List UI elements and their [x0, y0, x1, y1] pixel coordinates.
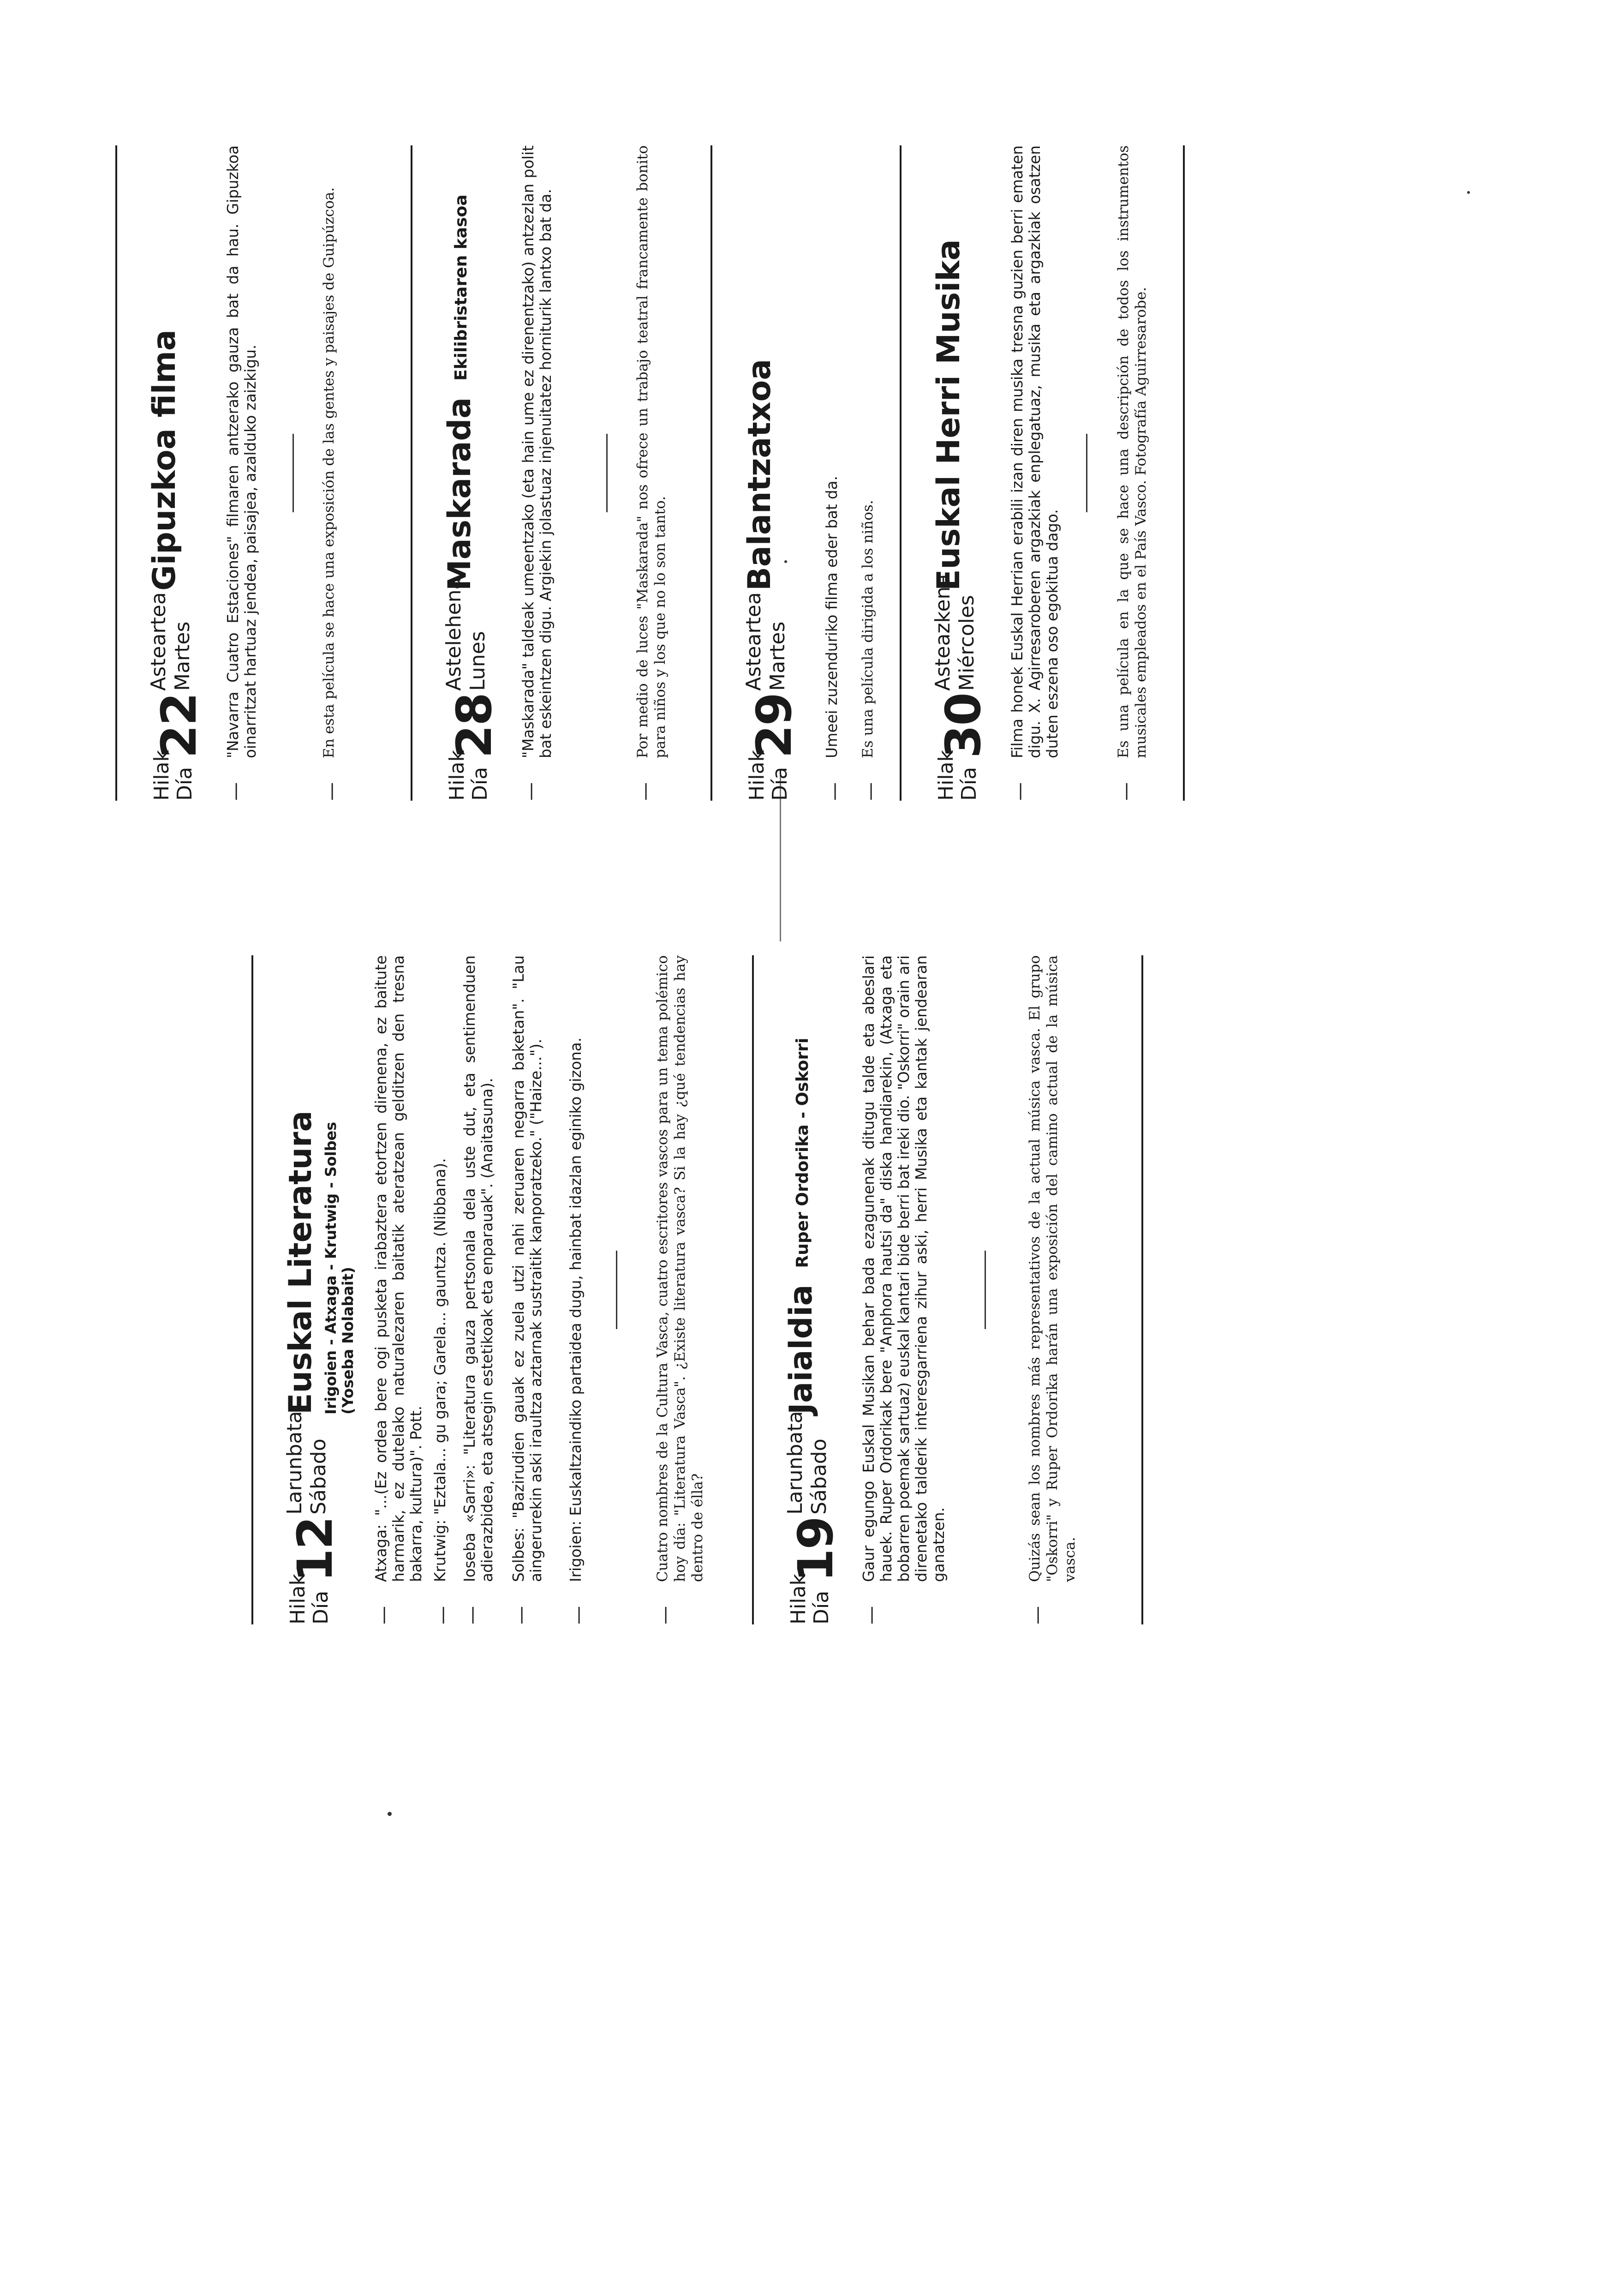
paragraph: Quizás sean los nombres más representativos de la actual música vasca. El grupo "Oskorri" y Ruper Ordorika harán una exposición del camino actual de la música vasca.: [1027, 955, 1078, 1582]
bullet-dash: —: [567, 1606, 589, 1624]
weekday: Asteazkena Miércoles: [931, 574, 979, 691]
entry-title: JaialdiaRuper Ordorika - Oskorri: [783, 1037, 819, 1414]
entry-header: [423, 145, 506, 801]
paragraph: Por medio de luces "Maskarada" nos ofrece un trabajo teatral francamente bonito para niños y los que no lo son tanto.: [634, 145, 669, 758]
program-entry-22: [115, 145, 412, 801]
paragraph: Krutwig: "Eztala... gu gara; Garela... gauntza. (Nibbana).: [431, 1158, 449, 1582]
separator: [606, 434, 608, 512]
bullet-dash: —: [634, 782, 656, 801]
day-number: 29: [746, 693, 802, 758]
entry-title: Balantzatxoa: [741, 359, 778, 591]
scan-speck: [388, 1812, 392, 1816]
program-entry-19: [752, 955, 1143, 1624]
bullet-dash: —: [225, 782, 246, 801]
bullet-dash: —: [520, 782, 541, 801]
entry-subtitle: Ruper Ordorika - Oskorri: [793, 1037, 812, 1268]
scan-speck: [784, 560, 787, 563]
bullet-dash: —: [432, 1606, 453, 1624]
paragraph: "Maskarada" taldeak umeentzako (eta hain ume ez direnentzako) antzezlan polit bat eskeintzen digu. Argiekin jolastuaz injenuitatez horniturik lantxo bat da.: [519, 145, 555, 758]
weekday: Larunbata Sábado: [783, 1411, 831, 1515]
entry-title: Euskal Literatura: [282, 1110, 319, 1414]
bullet-dash: —: [461, 1606, 483, 1624]
entry-header: [722, 145, 806, 801]
bullet-dash: —: [860, 782, 881, 801]
bullet-dash: —: [824, 782, 845, 801]
program-entry-28: [411, 145, 712, 801]
separator: [985, 1251, 986, 1329]
paragraph: Irigoien: Euskaltzaindiko partaidea dugu, hainbat idazlan eginiko gizona.: [567, 1037, 585, 1582]
day-number: 30: [935, 693, 991, 758]
month-label: Hilak Día: [787, 1574, 833, 1624]
entry-credits: Irigoien - Atxaga - Krutwig - Solbes (Yoseba Nolabait): [322, 1121, 357, 1414]
entry-header: [912, 145, 995, 801]
separator: [1086, 434, 1087, 512]
paragraph: Cuatro nombres de la Cultura Vasca, cuatro escritores vascos para un tema polémico hoy día: "Literatura Vasca". ¿Existe literatura vasca? Si la hay ¿qué tendencias hay dentro de élla?: [654, 955, 706, 1582]
scan-speck: [1467, 191, 1470, 194]
entry-header: [764, 955, 847, 1624]
weekday: Astelehena Lunes: [442, 577, 490, 691]
paragraph: En esta película se hace una exposición de las gentes y paisajes de Guipúzcoa.: [321, 187, 337, 758]
bullet-dash: —: [1027, 1606, 1048, 1624]
paragraph: Es una película dirigida a los niños.: [860, 500, 876, 758]
paragraph: "Navarra Cuatro Estaciones" filmaren antzerako gauza bat da hau. Gipuzkoa oinarritzat hartuaz jendea, paisajea, azalduko zaizkigu.: [224, 145, 259, 758]
entry-title: Euskal Herri Musika: [931, 239, 967, 591]
month-label: Hilak Día: [745, 750, 792, 801]
paragraph: Es una película en la que se hace una descripción de todos los instrumentos musicales empleados en el País Vasco. Fotografía Aguirresarobe.: [1115, 145, 1149, 758]
paragraph: Solbes: "Bazirudien gauak ez zuela utzi nahi zeruaren negarra baketan". "Lau aingerurekin aski iraultza aztarnak sustraitik kanporatzeko." ("Haize...").: [510, 955, 545, 1582]
paragraph: Umeei zuzenduriko filma eder bat da.: [823, 476, 841, 758]
program-entry-29: [710, 145, 902, 801]
month-label: Hilak Día: [934, 750, 981, 801]
program-entry-30: [900, 145, 1185, 801]
month-label: Hilak Día: [445, 750, 492, 801]
entry-subtitle: Ekilibristaren kasoa: [452, 194, 471, 381]
bullet-dash: —: [373, 1606, 394, 1624]
day-number: 28: [446, 693, 502, 758]
month-label: Hilak Día: [286, 1574, 333, 1624]
bullet-dash: —: [860, 1606, 882, 1624]
entry-title: MaskaradaEkilibristaren kasoa: [442, 194, 478, 591]
paragraph: Ioseba «Sarri»: "Literatura gauza pertsonala dela uste dut, eta sentimenduen adierazbidea, eta atsegin estetikoak eta enparauak". (Anaitasuna).: [461, 955, 496, 1582]
day-number: 22: [151, 693, 207, 758]
bullet-dash: —: [510, 1606, 531, 1624]
month-label: Hilak Día: [150, 750, 197, 801]
bullet-dash: —: [654, 1606, 675, 1624]
weekday: Asteartea Martes: [742, 592, 789, 691]
bullet-dash: —: [321, 782, 342, 801]
separator: [616, 1251, 617, 1329]
paragraph: Filma honek Euskal Herrian erabili izan diren musika tresna guzien berri ematen digu. X. Agirresaroberen argazkiak enplegatuaz, musika eta argazkiak osatzen duten eszena oso egokitua dago.: [1009, 145, 1061, 758]
program-entry-12: [251, 955, 754, 1624]
weekday: Larunbata Sábado: [283, 1411, 330, 1515]
entry-header: [127, 145, 210, 801]
entry-title: Gipuzkoa filma: [146, 330, 183, 591]
separator: [293, 434, 294, 512]
paragraph: Atxaga: "...(Ez ordea bere ogi pusketa irabaztera etortzen direnena, ez baitute harmarik, ez dutelako naturalezaren baitatik ateratzean gelditzen den tresna bakarra, kultura)". Pott.: [372, 955, 425, 1582]
day-number: 12: [287, 1517, 343, 1582]
paragraph: Gaur egungo Euskal Musikan behar bada ezagunenak ditugu talde eta abeslari hauek. Ruper Ordorikak bere "Anphora hautsi da" diska handiarekin, (Atxaga eta bobarren poemak sartuaz) euskal kantari bide berri bat ireki dio. "Oskorri" orain ari direnetako talderik interesgarriena zihur aski, herri Musika eta kantak jendearan ganatzen.: [860, 955, 948, 1582]
entry-header: [263, 955, 357, 1624]
weekday: Asteartea Martes: [147, 592, 194, 691]
bullet-dash: —: [1115, 782, 1136, 801]
bullet-dash: —: [1009, 782, 1030, 801]
day-number: 19: [788, 1517, 844, 1582]
